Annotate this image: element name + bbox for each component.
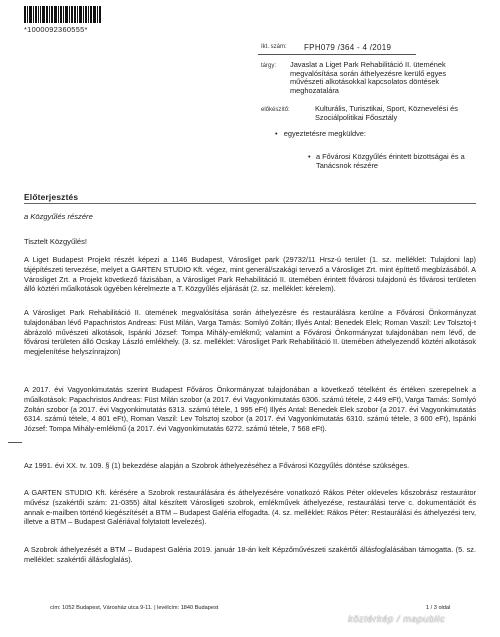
document-title: Előterjesztés xyxy=(24,192,79,202)
footer-address: cím: 1052 Budapest, Városház utca 9-11. | levélcím: 1840 Budapest xyxy=(50,605,219,611)
margin-mark xyxy=(8,442,22,443)
paragraph: A Városliget Park Rehabilitáció II. ütemének megvalósítása során áthelyezésre és restaurálásra kerülne a Fővárosi Önkormányzat tulajdonában lévő Papachristos Andreas: Füst Milán, Varga Tamás: Somlyó Zoltán; Illyés Antal: Benedek Elek; Roman Vaszil: Lev Tolsztoj-t ábrázoló művészeti alkotások, Ispánki József: Tompa Mihály-emlékmű; valamint a Fővárosi Önkormányzat tulajdonában nem lévő, de fővárosi területen álló Ocskay László emlékhely. (3. sz. melléklet: Városliget Park Rehabilitáció II. ütemében áthelyezendő köztéri alkotások megjelenítése helyszínrajzon) xyxy=(24,308,476,357)
paragraph: Az 1991. évi XX. tv. 109. § (1) bekezdése alapján a Szobrok áthelyezéséhez a Fővárosi Közgyűlés döntése szükséges. xyxy=(24,461,410,470)
paragraph: A Szobrok áthelyezését a BTM – Budapest Galéria 2019. január 18-án kelt Képzőművészeti szakértői állásfoglalásában támogatta. (5. sz. melléklet: szakértői állásfoglalás). xyxy=(24,545,476,564)
targy-label: tárgy: xyxy=(261,63,277,69)
egyeztetes-line xyxy=(275,130,366,139)
targy-value: Javaslat a Liget Park Rehabilitáció II. ütemének megvalósítása során áthelyezésre kerülő egyes művészeti alkotásokkal kapcsolatos döntések meghozatalára xyxy=(290,60,447,95)
title-divider xyxy=(24,203,476,204)
greeting: Tisztelt Közgyűlés! xyxy=(24,237,88,246)
document-subtitle: a Közgyűlés részére xyxy=(24,212,93,221)
barcode xyxy=(24,6,120,23)
paragraph: A GARTEN STUDIO Kft. kérésére a Szobrok restaurálására és áthelyezésére vonatkozó Rákos Péter okleveles kőszobrász restaurátor művész (szakértői szám: 21-0355) által készített Városligeti szobrok, emlékművek áthelyezése, restaurálási terve c. dokumentációt és annak e-mailben történő kiegészítését a BTM – Budapest Galéria elfogadta. (4. sz. melléklet: Rákos Péter: Restaurálási és áthelyezési terv, illetve a BTM – Budapest Galériával folytatott levelezés). xyxy=(24,488,476,527)
egyeztetes-item-text: a Fővárosi Közgyűlés érintett bizottságai és a Tanácsnok részére xyxy=(316,152,465,170)
header-divider xyxy=(258,54,416,55)
paragraph: A 2017. évi Vagyonkimutatás szerint Budapest Főváros Önkormányzat tulajdonában a következő tételként és értéken szerepelnek a műalkotások: Papachristos Andreas: Füst Milán szobor (a 2017. évi Vagyonkimutatás 6306. számú tétele, 2 449 eFt), Varga Tamás: Somlyó Zoltán szobor (a 2017. évi Vagyonkimutatás 6313. számú tétele, 1 995 eFt) Illyés Antal: Benedek Elek szobor (a 2017. évi Vagyonkimutatás 6314. számú tétele, 4 801 eFt), Roman Vaszil: Lev Tolsztoj szobor (a 2017. évi Vagyonkimutatás 6310. számú tétele, 3 600 eFt), Ispánki József: Tompa Mihály-emlékmű (a 2017. évi Vagyonkimutatás 6272. számú tétele, 7 568 eFt). xyxy=(24,385,476,434)
paragraph: A Liget Budapest Projekt részét képezi a 1146 Budapest, Városliget park (29732/11 Hrsz-ú terület (1. sz. melléklet: Tulajdoni lap) tájépítészeti tervezése, melyet a GARTEN STUDIO Kft. végez, mint generál/szakági tervező a Városliget Zrt. mint építtető megbízásából. A Városliget Zrt. a Projekt következő fázisában, a Városliget Park Rehabilitáció II. ütemében érintett fővárosi tulajdonú és fővárosi területen álló köztéri műalkotások ügyében kérelmezte a T. Közgyűlés eljárását (2. sz. melléklet: kérelem). xyxy=(24,255,476,294)
page-number: 1 / 3 oldal xyxy=(426,605,451,611)
barcode-number: *1000092360555* xyxy=(24,25,88,34)
elokeszito-label: előkészítő: xyxy=(261,107,290,113)
bullet-icon: • xyxy=(275,129,278,138)
watermark: köztérkép / mapublic xyxy=(348,614,446,625)
elokeszito-value: Kulturális, Turisztikai, Sport, Köznevelési és Szociálpolitikai Főosztály xyxy=(315,104,458,122)
egyeztetes-label: egyeztetésre megküldve: xyxy=(283,129,366,138)
iktatoszam-value: FPH079 /364 - 4 /2019 xyxy=(304,43,392,52)
iktatoszam-label: Ikt. szám: xyxy=(261,44,287,50)
bullet-icon: • xyxy=(308,152,311,161)
egyeztetes-item xyxy=(308,152,481,171)
